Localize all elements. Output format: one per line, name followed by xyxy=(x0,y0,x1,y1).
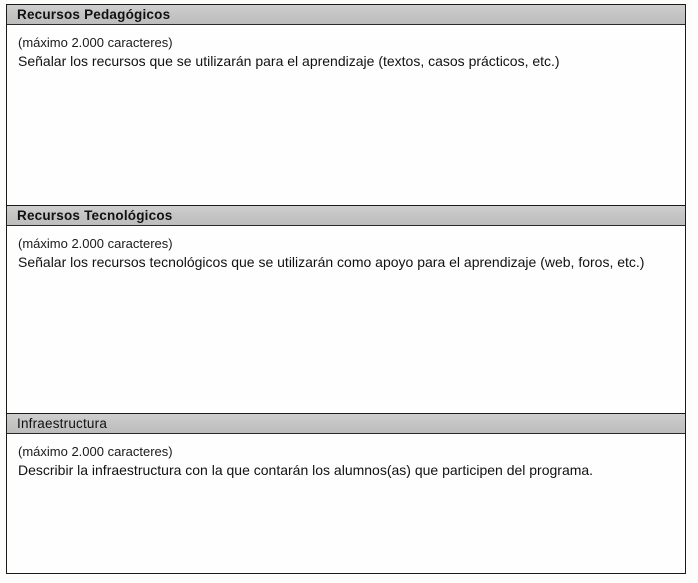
section-header-infraestructura: Infraestructura xyxy=(7,414,685,434)
section-infraestructura xyxy=(7,413,685,571)
section-body-recursos-tecnologicos xyxy=(7,226,685,272)
char-limit-hint: (máximo 2.000 caracteres) xyxy=(18,35,173,50)
form-table xyxy=(6,4,686,574)
section-header-recursos-pedagogicos: Recursos Pedagógicos xyxy=(7,5,685,25)
char-limit-hint: (máximo 2.000 caracteres) xyxy=(18,444,173,459)
char-limit-hint: (máximo 2.000 caracteres) xyxy=(18,236,173,251)
section-recursos-tecnologicos xyxy=(7,205,685,413)
section-header-recursos-tecnologicos: Recursos Tecnológicos xyxy=(7,206,685,226)
section-body-infraestructura xyxy=(7,434,685,480)
section-description: Señalar los recursos tecnológicos que se utilizarán como apoyo para el aprendizaje (web, foros, etc.) xyxy=(18,254,645,270)
section-body-recursos-pedagogicos xyxy=(7,25,685,71)
section-description: Señalar los recursos que se utilizarán para el aprendizaje (textos, casos prácticos, etc.) xyxy=(18,53,560,69)
section-description: Describir la infraestructura con la que contarán los alumnos(as) que participen del programa. xyxy=(18,462,594,478)
section-recursos-pedagogicos xyxy=(7,5,685,205)
